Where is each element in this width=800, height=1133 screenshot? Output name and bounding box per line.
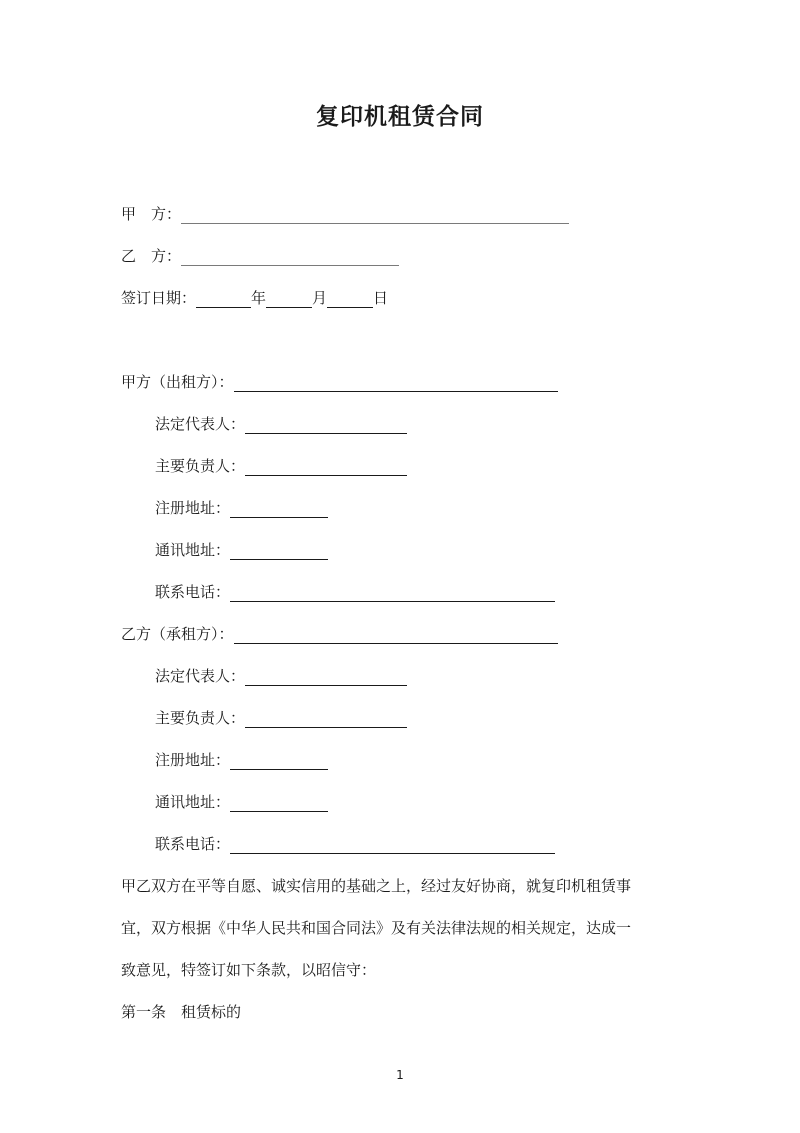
party-a-phone-label: 联系电话： (155, 583, 231, 601)
year-unit: 年 (251, 289, 267, 307)
document-title: 复印机租赁合同 (316, 104, 484, 130)
party-a-label: 甲 方： (121, 205, 182, 223)
party-b-legal-rep-label: 法定代表人： (155, 667, 246, 685)
body-paragraph-line: 甲乙双方在平等自愿、诚实信用的基础之上，经过友好协商，就复印机租赁事 (121, 877, 632, 895)
party-a-heading: 甲方（出租方）： (121, 373, 234, 391)
body-paragraph-line: 致意见，特签订如下条款，以昭信守： (121, 961, 377, 979)
sign-date-label: 签订日期： (121, 289, 197, 307)
sign-year-blank[interactable] (196, 292, 251, 308)
party-a-name-blank[interactable] (234, 376, 558, 392)
party-a-field-line (155, 414, 407, 434)
party-b-reg-address-blank[interactable] (230, 754, 328, 770)
party-b-field-line (155, 708, 407, 728)
party-b-line (121, 246, 399, 266)
party-b-principal-label: 主要负责人： (155, 709, 246, 727)
party-b-phone-blank[interactable] (230, 838, 555, 854)
party-b-field-line (155, 666, 407, 686)
sign-day-blank[interactable] (327, 292, 373, 308)
party-b-name-blank[interactable] (234, 628, 558, 644)
party-a-field-line (155, 582, 555, 602)
party-a-heading-line (121, 372, 558, 392)
party-a-mail-address-label: 通讯地址： (155, 541, 231, 559)
party-a-principal-label: 主要负责人： (155, 457, 246, 475)
day-unit: 日 (373, 289, 389, 307)
party-b-field-line (155, 834, 555, 854)
sign-date-line (121, 288, 388, 308)
party-a-field-line (155, 498, 328, 518)
party-a-field-line (155, 540, 328, 560)
body-paragraph-line: 宜，双方根据《中华人民共和国合同法》及有关法律法规的相关规定，达成一 (121, 919, 632, 937)
month-unit: 月 (312, 289, 328, 307)
page-number: 1 (396, 1068, 404, 1082)
party-b-label: 乙 方： (121, 247, 182, 265)
party-a-principal-blank[interactable] (245, 460, 407, 476)
party-b-blank[interactable] (181, 250, 399, 266)
party-a-field-line (155, 456, 407, 476)
party-a-mail-address-blank[interactable] (230, 544, 328, 560)
party-a-legal-rep-blank[interactable] (245, 418, 407, 434)
party-a-reg-address-blank[interactable] (230, 502, 328, 518)
party-b-field-line (155, 750, 328, 770)
party-a-reg-address-label: 注册地址： (155, 499, 231, 517)
article-1-heading: 第一条 租赁标的 (121, 1003, 242, 1021)
party-a-blank[interactable] (181, 208, 569, 224)
sign-month-blank[interactable] (266, 292, 312, 308)
party-b-principal-blank[interactable] (245, 712, 407, 728)
party-b-mail-address-label: 通讯地址： (155, 793, 231, 811)
party-b-heading-line (121, 624, 558, 644)
party-b-mail-address-blank[interactable] (230, 796, 328, 812)
party-a-phone-blank[interactable] (230, 586, 555, 602)
party-b-phone-label: 联系电话： (155, 835, 231, 853)
party-b-reg-address-label: 注册地址： (155, 751, 231, 769)
party-a-line (121, 204, 569, 224)
party-b-field-line (155, 792, 328, 812)
party-a-legal-rep-label: 法定代表人： (155, 415, 246, 433)
party-b-legal-rep-blank[interactable] (245, 670, 407, 686)
party-b-heading: 乙方（承租方）： (121, 625, 234, 643)
